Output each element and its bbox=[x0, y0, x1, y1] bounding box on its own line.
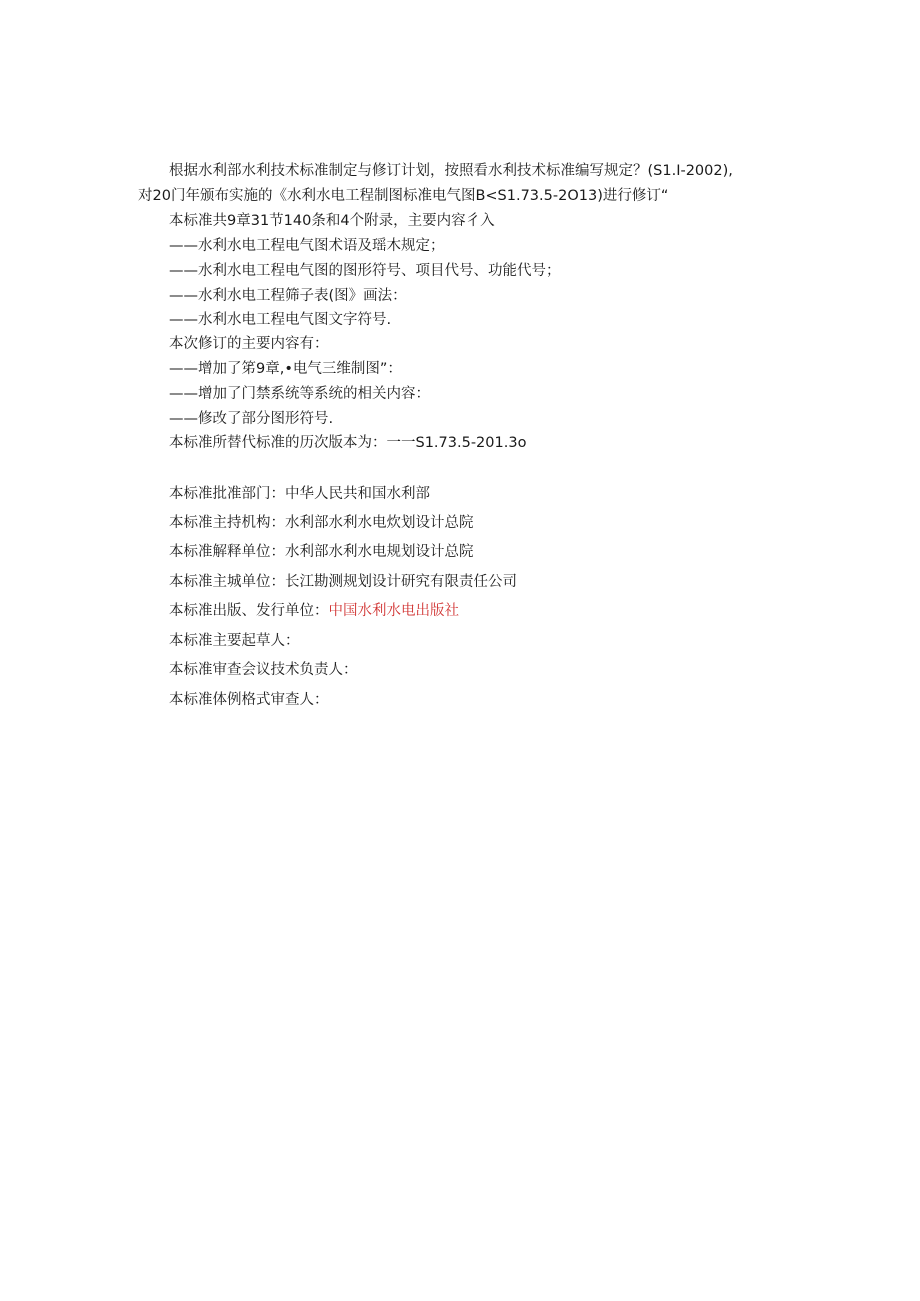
editor-value: 长江勘测规划设计研究有限责任公司 bbox=[285, 574, 517, 590]
version-history: 本标准所替代标准的历次版本为：一一S1.73.5-201.3o bbox=[169, 435, 527, 451]
approval-label: 本标准批准部门： bbox=[169, 486, 285, 502]
editor-label: 本标准主城单位： bbox=[169, 574, 285, 590]
content-item: ——水利水电工程电气图的图形符号、项目代号、功能代号； bbox=[169, 263, 561, 279]
publisher-label: 本标准出版、发行单位： bbox=[169, 603, 329, 619]
host-value: 水利部水利水电炊划设计总院 bbox=[285, 515, 474, 531]
revision-heading: 本次修订的主要内容有： bbox=[169, 336, 329, 352]
interpret-label: 本标准解释单位： bbox=[169, 544, 285, 560]
content-item: ——水利水电工程电气图术语及瑶木规定； bbox=[169, 238, 445, 254]
host-organization bbox=[169, 514, 474, 532]
publisher-unit bbox=[169, 602, 459, 620]
revision-item: ——增加了笫9章,•电气三维制图”： bbox=[169, 361, 402, 377]
approval-value: 中华人民共和国水利部 bbox=[285, 486, 430, 502]
approval-department bbox=[169, 485, 430, 503]
revision-item: ——增加了门禁系统等系统的相关内容： bbox=[169, 386, 430, 402]
revision-item: ——修改了部分图形符号. bbox=[169, 411, 334, 427]
foreword-paragraph-1-line-2: 对20门年颁布实施的《水利水电工程制图标准电气图B<S1.73.5-2O13)进行修订“ bbox=[138, 188, 669, 204]
format-reviewer: 本标准体例格式审查人： bbox=[169, 692, 329, 708]
interpretation-unit bbox=[169, 543, 474, 561]
interpret-value: 水利部水利水电规划设计总院 bbox=[285, 544, 474, 560]
publisher-value: 中国水利水电出版社 bbox=[328, 603, 459, 619]
host-label: 本标准主持机构： bbox=[169, 515, 285, 531]
main-drafters: 本标准主要起草人： bbox=[169, 633, 300, 649]
content-item: ——水利水电工程筛子表(图》画法： bbox=[169, 288, 407, 304]
foreword-paragraph-1-line-1: 根据水利部水利技术标准制定与修订计划，按照看水利技术标准编写规定？(S1.I-2002), bbox=[169, 163, 733, 179]
content-item: ——水利水电工程电气图文字符号. bbox=[169, 312, 392, 328]
chief-editor-unit bbox=[169, 573, 517, 591]
review-technical-lead: 本标准审查会议技术负责人： bbox=[169, 662, 358, 678]
chapter-summary: 本标准共9章31节140条和4个附录，主要内容彳入 bbox=[169, 213, 495, 229]
